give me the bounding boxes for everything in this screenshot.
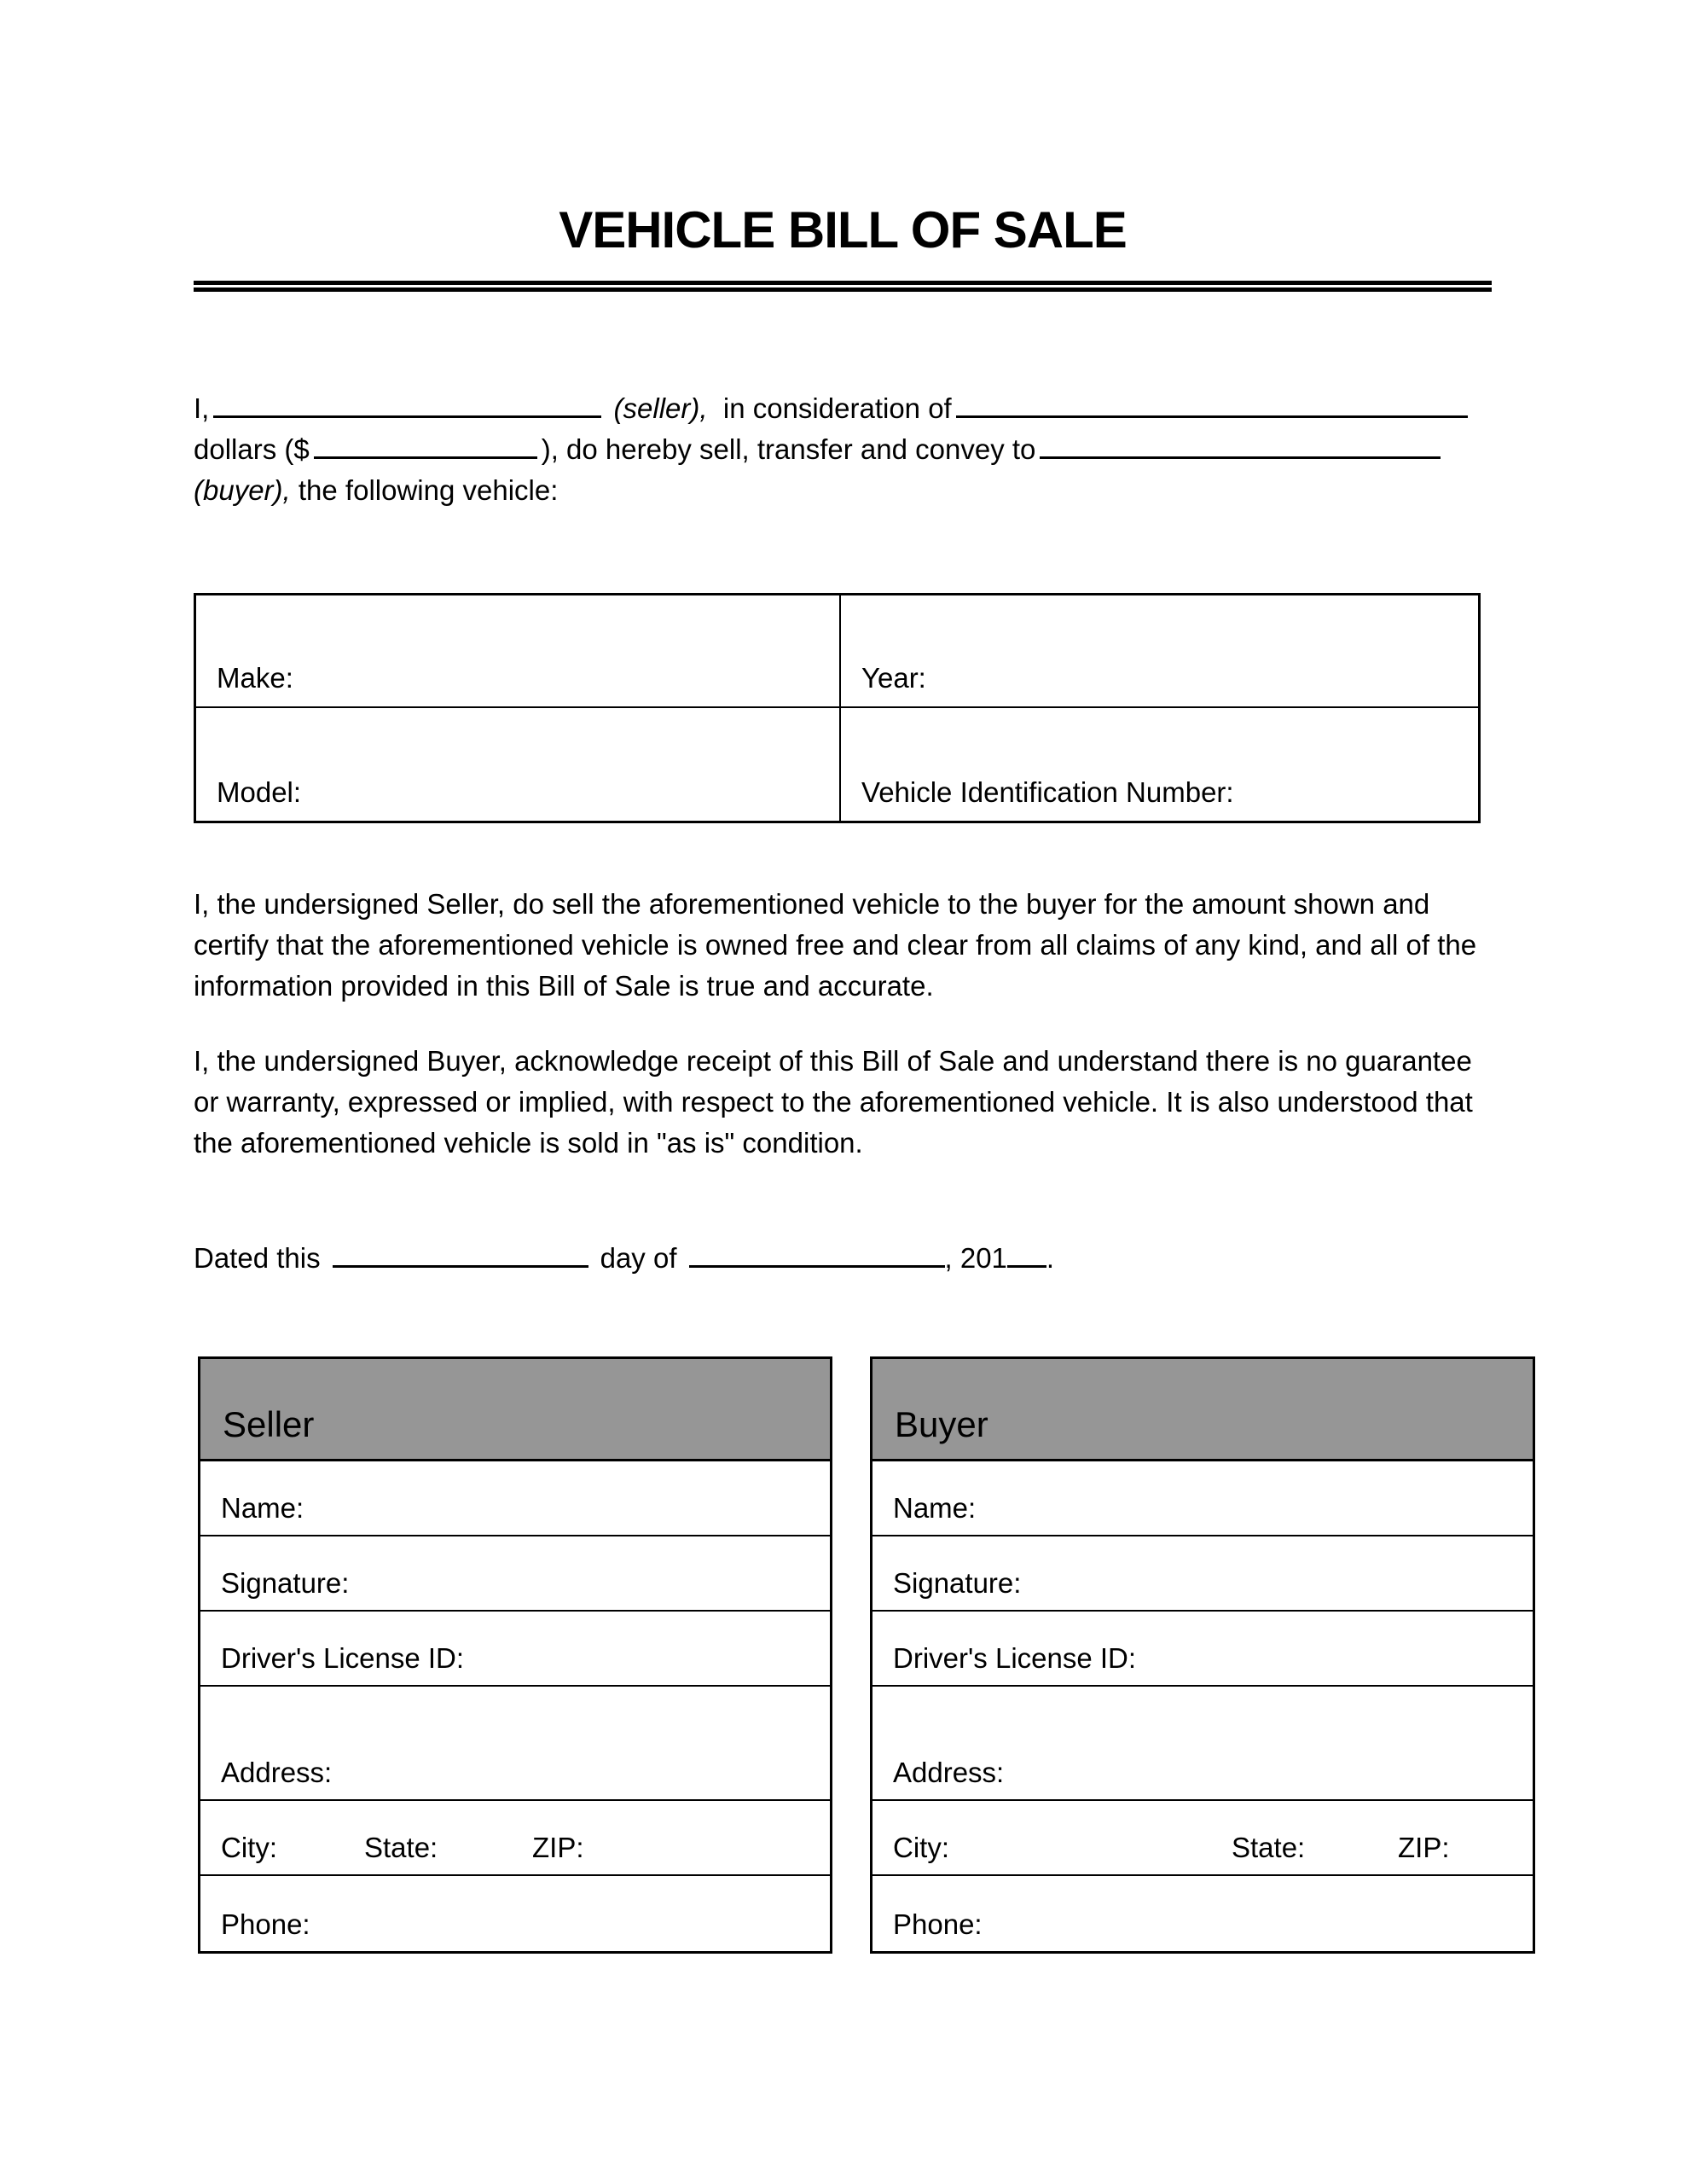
- seller-header-label: Seller: [223, 1404, 315, 1444]
- seller-signature-label: Signature:: [221, 1567, 350, 1599]
- intro-line-3: [194, 470, 1472, 511]
- vin-label: Vehicle Identification Number:: [861, 776, 1234, 808]
- buyer-declaration-line-3: the aforementioned vehicle is sold in "as is" condition.: [194, 1127, 863, 1159]
- buyer-declaration-line-2: or warranty, expressed or implied, with respect to the aforementioned vehicle. It is also understood that: [194, 1086, 1473, 1118]
- dated-day-blank[interactable]: [333, 1242, 588, 1268]
- seller-city-label: City:: [221, 1832, 277, 1863]
- buyer-city-label: City:: [893, 1832, 949, 1863]
- seller-phone-row[interactable]: [200, 1876, 830, 1951]
- intro-line2-mid: ), do hereby sell, transfer and convey to: [541, 433, 1036, 465]
- intro-line1-mid: in consideration of: [722, 392, 952, 424]
- buyer-name-blank[interactable]: [1040, 433, 1441, 459]
- seller-state-label: State:: [364, 1832, 438, 1863]
- buyer-name-row[interactable]: [872, 1461, 1533, 1536]
- seller-box-header: [200, 1359, 830, 1461]
- buyer-address-label: Address:: [893, 1757, 1005, 1788]
- seller-address-row[interactable]: [200, 1687, 830, 1801]
- vin-cell[interactable]: [841, 708, 1478, 821]
- title-divider-rule: [194, 281, 1492, 292]
- dated-pre-text: Dated this: [194, 1242, 321, 1274]
- dated-month-blank[interactable]: [689, 1242, 945, 1268]
- seller-name-row[interactable]: [200, 1461, 830, 1536]
- make-label: Make:: [217, 662, 293, 694]
- buyer-box: [870, 1356, 1535, 1954]
- seller-declaration-line-3: information provided in this Bill of Sale is true and accurate.: [194, 970, 934, 1002]
- intro-line2-pre: dollars ($: [194, 433, 310, 465]
- dated-mid-text: day of: [600, 1242, 677, 1274]
- year-cell[interactable]: [841, 595, 1478, 708]
- dated-year-blank[interactable]: [1007, 1242, 1046, 1268]
- model-label: Model:: [217, 776, 302, 808]
- page-title: VEHICLE BILL OF SALE: [559, 201, 1127, 258]
- buyer-drivers-license-label: Driver's License ID:: [893, 1642, 1137, 1674]
- buyer-declaration-paragraph: [194, 1041, 1473, 1164]
- buyer-signature-row[interactable]: [872, 1536, 1533, 1612]
- buyer-state-label: State:: [1232, 1832, 1306, 1863]
- seller-declaration-line-2: certify that the aforementioned vehicle is owned free and clear from all claims of any kind, and all of the: [194, 929, 1477, 961]
- buyer-box-header: [872, 1359, 1533, 1461]
- buyer-address-row[interactable]: [872, 1687, 1533, 1801]
- buyer-phone-label: Phone:: [893, 1908, 983, 1940]
- buyer-signature-label: Signature:: [893, 1567, 1022, 1599]
- buyer-word: (buyer),: [194, 474, 291, 506]
- seller-name-blank[interactable]: [213, 392, 601, 418]
- buyer-city-state-zip-row[interactable]: [872, 1801, 1533, 1876]
- dated-year-prefix: , 201: [944, 1242, 1007, 1274]
- dollar-amount-blank[interactable]: [314, 433, 537, 459]
- buyer-declaration-line-1: I, the undersigned Buyer, acknowledge receipt of this Bill of Sale and understand there is no guarantee: [194, 1045, 1472, 1077]
- intro-paragraph: [194, 388, 1472, 511]
- seller-signature-row[interactable]: [200, 1536, 830, 1612]
- intro-line-1: [194, 388, 1472, 429]
- seller-word: (seller),: [613, 392, 708, 424]
- vehicle-table: [194, 593, 1481, 823]
- buyer-zip-label: ZIP:: [1398, 1832, 1450, 1863]
- make-cell[interactable]: [196, 595, 841, 708]
- seller-zip-label: ZIP:: [532, 1832, 584, 1863]
- model-cell[interactable]: [196, 708, 841, 821]
- buyer-phone-row[interactable]: [872, 1876, 1533, 1951]
- seller-declaration-line-1: I, the undersigned Seller, do sell the aforementioned vehicle to the buyer for the amount shown and: [194, 888, 1430, 920]
- buyer-name-label: Name:: [893, 1492, 977, 1524]
- buyer-header-label: Buyer: [895, 1404, 988, 1444]
- year-label: Year:: [861, 662, 926, 694]
- seller-city-state-zip-row[interactable]: [200, 1801, 830, 1876]
- seller-drivers-license-row[interactable]: [200, 1612, 830, 1687]
- seller-drivers-license-label: Driver's License ID:: [221, 1642, 465, 1674]
- seller-name-label: Name:: [221, 1492, 304, 1524]
- consideration-blank[interactable]: [956, 392, 1468, 418]
- seller-box: [198, 1356, 832, 1954]
- intro-line3-rest: the following vehicle:: [298, 474, 559, 506]
- intro-line-2: [194, 429, 1472, 470]
- dated-line: [194, 1238, 1054, 1279]
- seller-declaration-paragraph: [194, 884, 1476, 1007]
- intro-line1-pre: I,: [194, 392, 210, 424]
- seller-phone-label: Phone:: [221, 1908, 310, 1940]
- buyer-drivers-license-row[interactable]: [872, 1612, 1533, 1687]
- dated-period: .: [1046, 1242, 1055, 1274]
- seller-address-label: Address:: [221, 1757, 333, 1788]
